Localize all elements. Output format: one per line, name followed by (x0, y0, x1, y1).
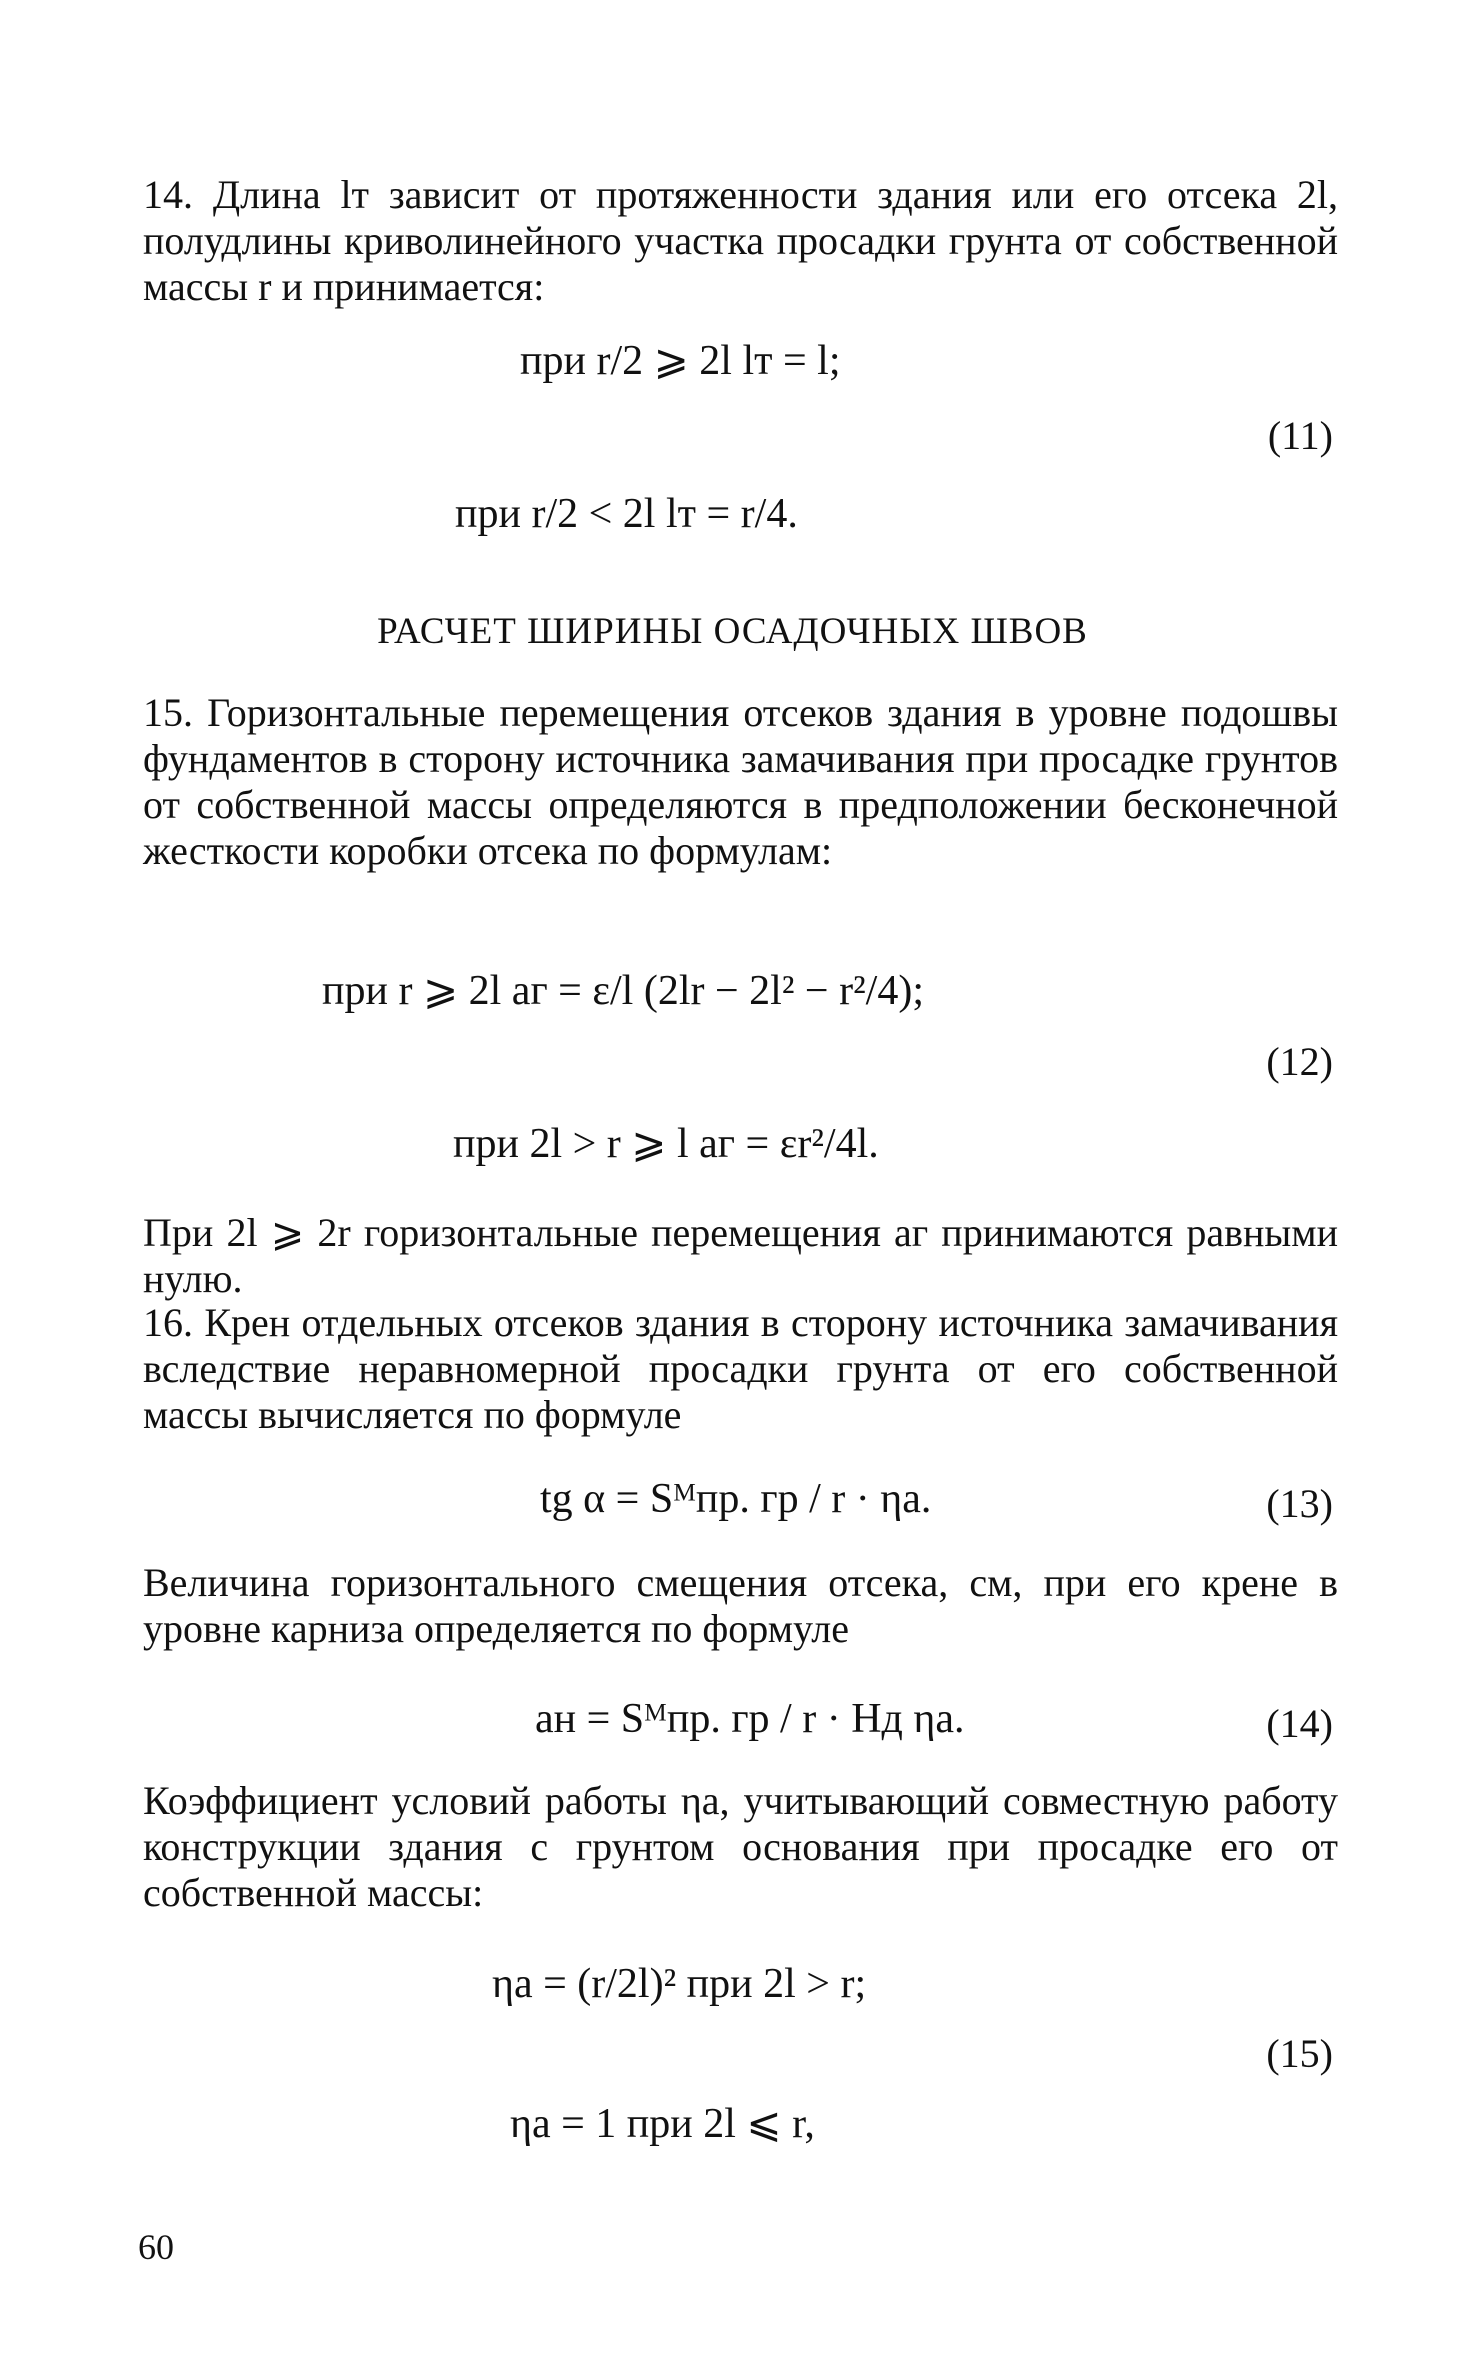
equation-15-number: (15) (1266, 2031, 1333, 2076)
paragraph-16: 16. Крен отдельных отсеков здания в сторону источника замачивания вследствие неравномерной просадки грунта от его собственной массы вычисляется по формуле (143, 1300, 1338, 1437)
equation-13-number: (13) (1266, 1481, 1333, 1526)
equation-12-number: (12) (1266, 1039, 1333, 1084)
paragraph-before-14: Величина горизонтального смещения отсека, см, при его крене в уровне карниза определяется по формуле (143, 1560, 1338, 1651)
equation-12-line-2: при 2l > r ⩾ l aг = εr²/4l. (453, 1121, 879, 1167)
page-number: 60 (138, 2227, 174, 2267)
paragraph-14: 14. Длина lт зависит от протяженности здания или его отсека 2l, полудлины криволинейного участка просадки грунта от собственной массы r и принимается: (143, 172, 1338, 309)
equation-15-line-1: ηа = (r/2l)² при 2l > r; (492, 1961, 867, 2007)
section-heading: РАСЧЕТ ШИРИНЫ ОСАДОЧНЫХ ШВОВ (377, 611, 1088, 652)
equation-13: tg α = Sᴹпр. гр / r · ηа. (540, 1476, 932, 1522)
paragraph-15: 15. Горизонтальные перемещения отсеков здания в уровне подошвы фундаментов в сторону источника замачивания при просадке грунтов от собственной массы определяются в предположении бесконечной жесткости коробки отсека по формулам: (143, 690, 1338, 873)
equation-11-line-2: при r/2 < 2l lт = r/4. (455, 491, 798, 537)
equation-14-number: (14) (1266, 1701, 1333, 1746)
equation-14: aн = Sᴹпр. гр / r · Hд ηа. (535, 1696, 965, 1742)
paragraph-after-12: При 2l ⩾ 2r горизонтальные перемещения aг принимаются равными нулю. (143, 1210, 1338, 1301)
equation-11-number: (11) (1267, 413, 1333, 458)
equation-15-line-2: ηа = 1 при 2l ⩽ r, (510, 2101, 815, 2147)
equation-11-line-1: при r/2 ⩾ 2l lт = l; (520, 338, 841, 384)
paragraph-before-15: Коэффициент условий работы ηа, учитывающий совместную работу конструкции здания с грунтом основания при просадке его от собственной массы: (143, 1778, 1338, 1915)
equation-12-line-1: при r ⩾ 2l aг = ε/l (2lr − 2l² − r²/4); (322, 968, 925, 1014)
